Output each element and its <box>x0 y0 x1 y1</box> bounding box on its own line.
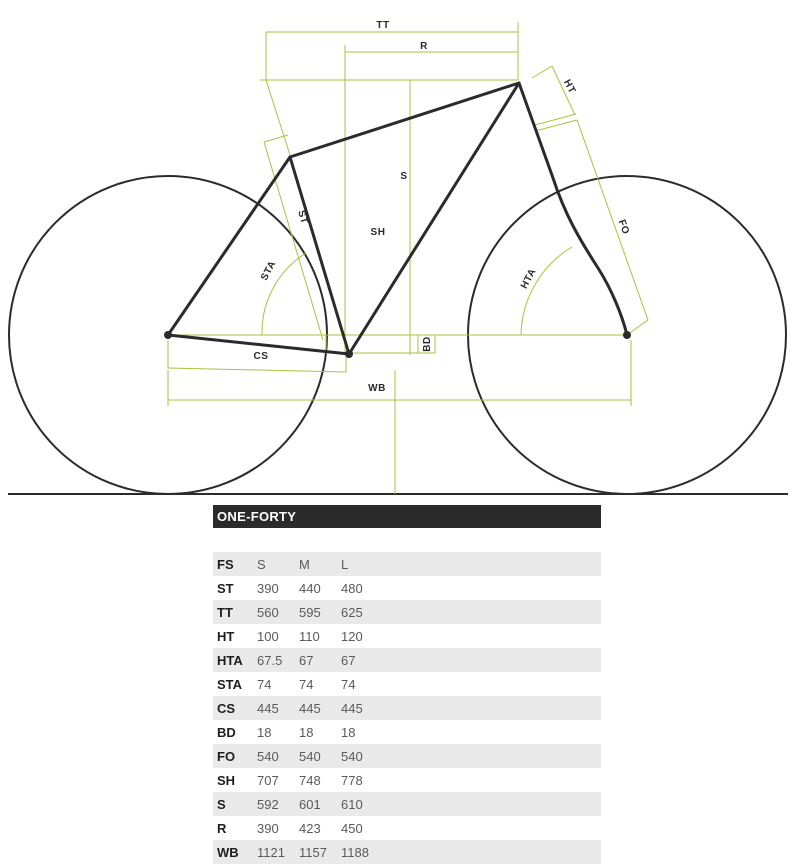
header-cell: FS <box>213 552 257 576</box>
label-tt: TT <box>376 20 390 31</box>
value-cell: 595 <box>299 600 341 624</box>
table-row <box>213 816 601 840</box>
rear-axle-dot <box>164 331 172 339</box>
table-row <box>213 768 601 792</box>
value-cell: 1188 <box>341 840 383 864</box>
value-cell: 1121 <box>257 840 299 864</box>
label-cs: CS <box>253 351 269 362</box>
value-cell: 450 <box>341 820 363 836</box>
value-cell: 18 <box>257 724 272 740</box>
front-axle-dot <box>623 331 631 339</box>
table-row <box>213 576 601 600</box>
bottom-bracket-dot <box>345 350 353 358</box>
value-cell: 1157 <box>299 840 341 864</box>
row-label-cell: HTA <box>213 648 257 672</box>
value-cell: 423 <box>299 820 321 836</box>
table-row <box>213 696 601 720</box>
table-row <box>213 744 601 768</box>
value-cell: 100 <box>257 628 279 644</box>
row-label-cell: TT <box>213 600 257 624</box>
value-cell: 560 <box>257 600 299 624</box>
label-r: R <box>420 41 428 52</box>
label-st: ST <box>295 209 310 226</box>
table-row <box>213 720 601 744</box>
table-row <box>213 840 601 864</box>
table-title: ONE-FORTY <box>213 505 601 528</box>
value-cell: 74 <box>257 676 272 692</box>
value-cell: 18 <box>299 724 314 740</box>
row-label-cell: STA <box>217 676 243 692</box>
value-cell: 445 <box>341 696 383 720</box>
label-hta: HTA <box>518 266 539 291</box>
table-row <box>213 648 601 672</box>
label-sta: STA <box>259 259 279 283</box>
value-cell: 610 <box>341 792 383 816</box>
table-row <box>213 600 601 624</box>
label-fo: FO <box>615 218 632 237</box>
row-label-cell: CS <box>213 696 257 720</box>
value-cell: 390 <box>257 580 279 596</box>
value-cell: 592 <box>257 792 299 816</box>
label-bd: BD <box>422 336 433 352</box>
value-cell: 120 <box>341 628 363 644</box>
row-label-cell: SH <box>217 772 236 788</box>
value-cell: 445 <box>299 696 341 720</box>
value-cell: 440 <box>299 580 321 596</box>
label-ht: HT <box>560 77 578 96</box>
bike-frame <box>168 83 627 354</box>
value-cell: 540 <box>341 744 383 768</box>
table-header-row <box>213 552 601 576</box>
value-cell: 480 <box>341 580 363 596</box>
row-label-cell: BD <box>217 724 236 740</box>
value-cell: 707 <box>257 772 279 788</box>
row-label-cell: R <box>217 820 227 836</box>
header-cell: M <box>299 552 341 576</box>
header-cell: S <box>257 552 299 576</box>
label-s: S <box>400 171 408 182</box>
value-cell: 390 <box>257 820 279 836</box>
label-wb: WB <box>368 383 386 394</box>
value-cell: 18 <box>341 724 356 740</box>
table-row <box>213 624 601 648</box>
value-cell: 74 <box>299 676 314 692</box>
value-cell: 445 <box>257 696 299 720</box>
value-cell: 67 <box>341 648 383 672</box>
value-cell: 74 <box>341 676 356 692</box>
value-cell: 67 <box>299 648 341 672</box>
row-label-cell: FO <box>213 744 257 768</box>
row-label-cell: WB <box>213 840 257 864</box>
value-cell: 67.5 <box>257 648 299 672</box>
value-cell: 601 <box>299 792 341 816</box>
table-row <box>213 672 601 696</box>
value-cell: 748 <box>299 772 321 788</box>
value-cell: 540 <box>299 744 341 768</box>
value-cell: 110 <box>299 628 320 644</box>
value-cell: 778 <box>341 772 363 788</box>
row-label-cell: ST <box>217 580 234 596</box>
row-label-cell: S <box>213 792 257 816</box>
header-cell: L <box>341 552 383 576</box>
row-label-cell: HT <box>217 628 235 644</box>
geometry-table <box>213 552 601 864</box>
label-sh: SH <box>370 227 386 238</box>
value-cell: 540 <box>257 744 299 768</box>
table-row <box>213 792 601 816</box>
value-cell: 625 <box>341 600 383 624</box>
